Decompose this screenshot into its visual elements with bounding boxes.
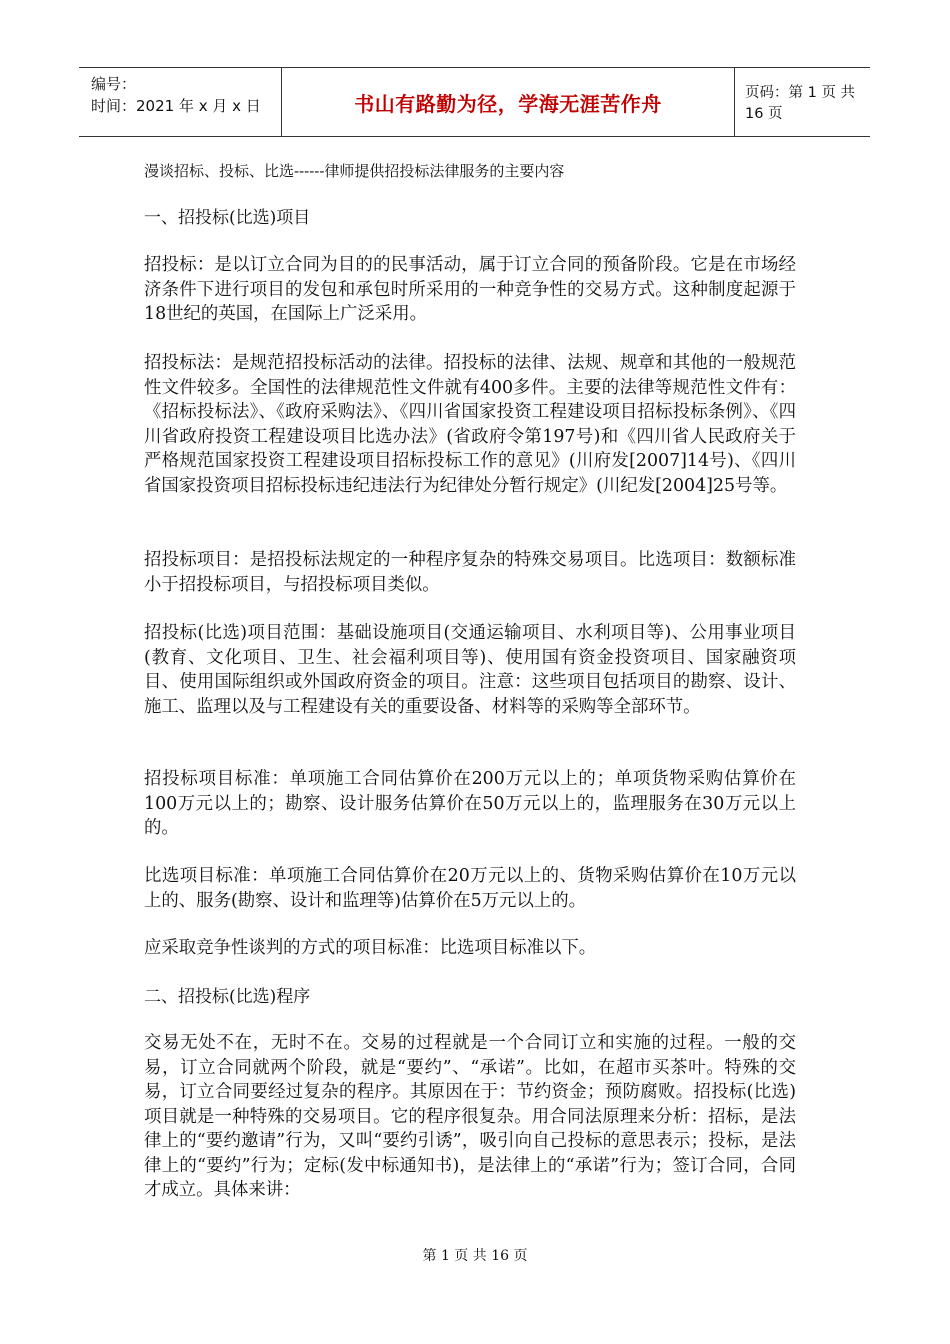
paragraph: 招投标项目：是招投标法规定的一种程序复杂的特殊交易项目。比选项目：数额标准小于招投标项目，与招投标项目类似。 (144, 550, 796, 595)
paragraph: 招投标法：是规范招投标活动的法律。招投标的法律、法规、规章和其他的一般规范性文件较多。全国性的法律规范性文件就有400多件。主要的法律等规范性文件有：《招标投标法》、《政府采购法》、《四川省国家投资工程建设项目招标投标条例》、《四川省政府投资工程建设项目比选办法》(省政府令第197号)和《四川省人民政府关于严格规范国家投资工程建设项目招标投标工作的意见》(川府发[2007]14号)、《四川省国家投资项目招标投标违纪违法行为纪律处分暂行规定》(川纪发[2004]25号等。 (144, 353, 796, 496)
paragraph: 招投标项目标准：单项施工合同估算价在200万元以上的；单项货物采购估算价在100万元以上的；勘察、设计服务估算价在50万元以上的，监理服务在30万元以上的。 (144, 769, 796, 838)
page-footer: 第 1 页 共 16 页 (422, 1248, 528, 1264)
section-heading-2: 二、招投标(比选)程序 (144, 987, 311, 1007)
number-label: 编号： (91, 75, 137, 93)
header-page-info: 页码：第 1 页 共 16 页 (745, 85, 856, 122)
paragraph: 招投标(比选)项目范围：基础设施项目(交通运输项目、水利项目等)、公用事业项目(教育、文化项目、卫生、社会福利项目等)、使用国有资金投资项目、国家融资项目、使用国际组织或外国政府资金的项目。注意：这些项目包括项目的勘察、设计、施工、监理以及与工程建设有关的重要设备、材料等的采购等全部环节。 (144, 623, 796, 717)
section-heading-1: 一、招投标(比选)项目 (144, 208, 311, 228)
paragraph: 招投标：是以订立合同为目的的民事活动，属于订立合同的预备阶段。它是在市场经济条件下进行项目的发包和承包时所采用的一种竞争性的交易方式。这种制度起源于18世纪的英国，在国际上广泛采用。 (144, 255, 796, 324)
paragraph: 应采取竞争性谈判的方式的项目标准：比选项目标准以下。 (144, 938, 597, 958)
paragraph: 比选项目标准：单项施工合同估算价在20万元以上的、货物采购估算价在10万元以上的、服务(勘察、设计和监理等)估算价在5万元以上的。 (144, 866, 796, 911)
date-label: 时间：2021 年 x 月 x 日 (91, 97, 261, 115)
page-header (79, 67, 870, 137)
paragraph: 交易无处不在，无时不在。交易的过程就是一个合同订立和实施的过程。一般的交易，订立合同就两个阶段，就是“要约”、“承诺”。比如，在超市买茶叶。特殊的交易，订立合同要经过复杂的程序。其原因在于：节约资金；预防腐败。招投标(比选)项目就是一种特殊的交易项目。它的程序很复杂。用合同法原理来分析：招标，是法律上的“要约邀请”行为，又叫“要约引诱”，吸引向自己投标的意思表示；投标，是法律上的“要约”行为；定标(发中标通知书)，是法律上的“承诺”行为；签订合同，合同才成立。具体来讲： (144, 1033, 796, 1200)
header-motto: 书山有路勤为径，学海无涯苦作舟 (282, 68, 735, 136)
document-title: 漫谈招标、投标、比选------律师提供招投标法律服务的主要内容 (144, 162, 565, 180)
header-meta (79, 68, 282, 136)
